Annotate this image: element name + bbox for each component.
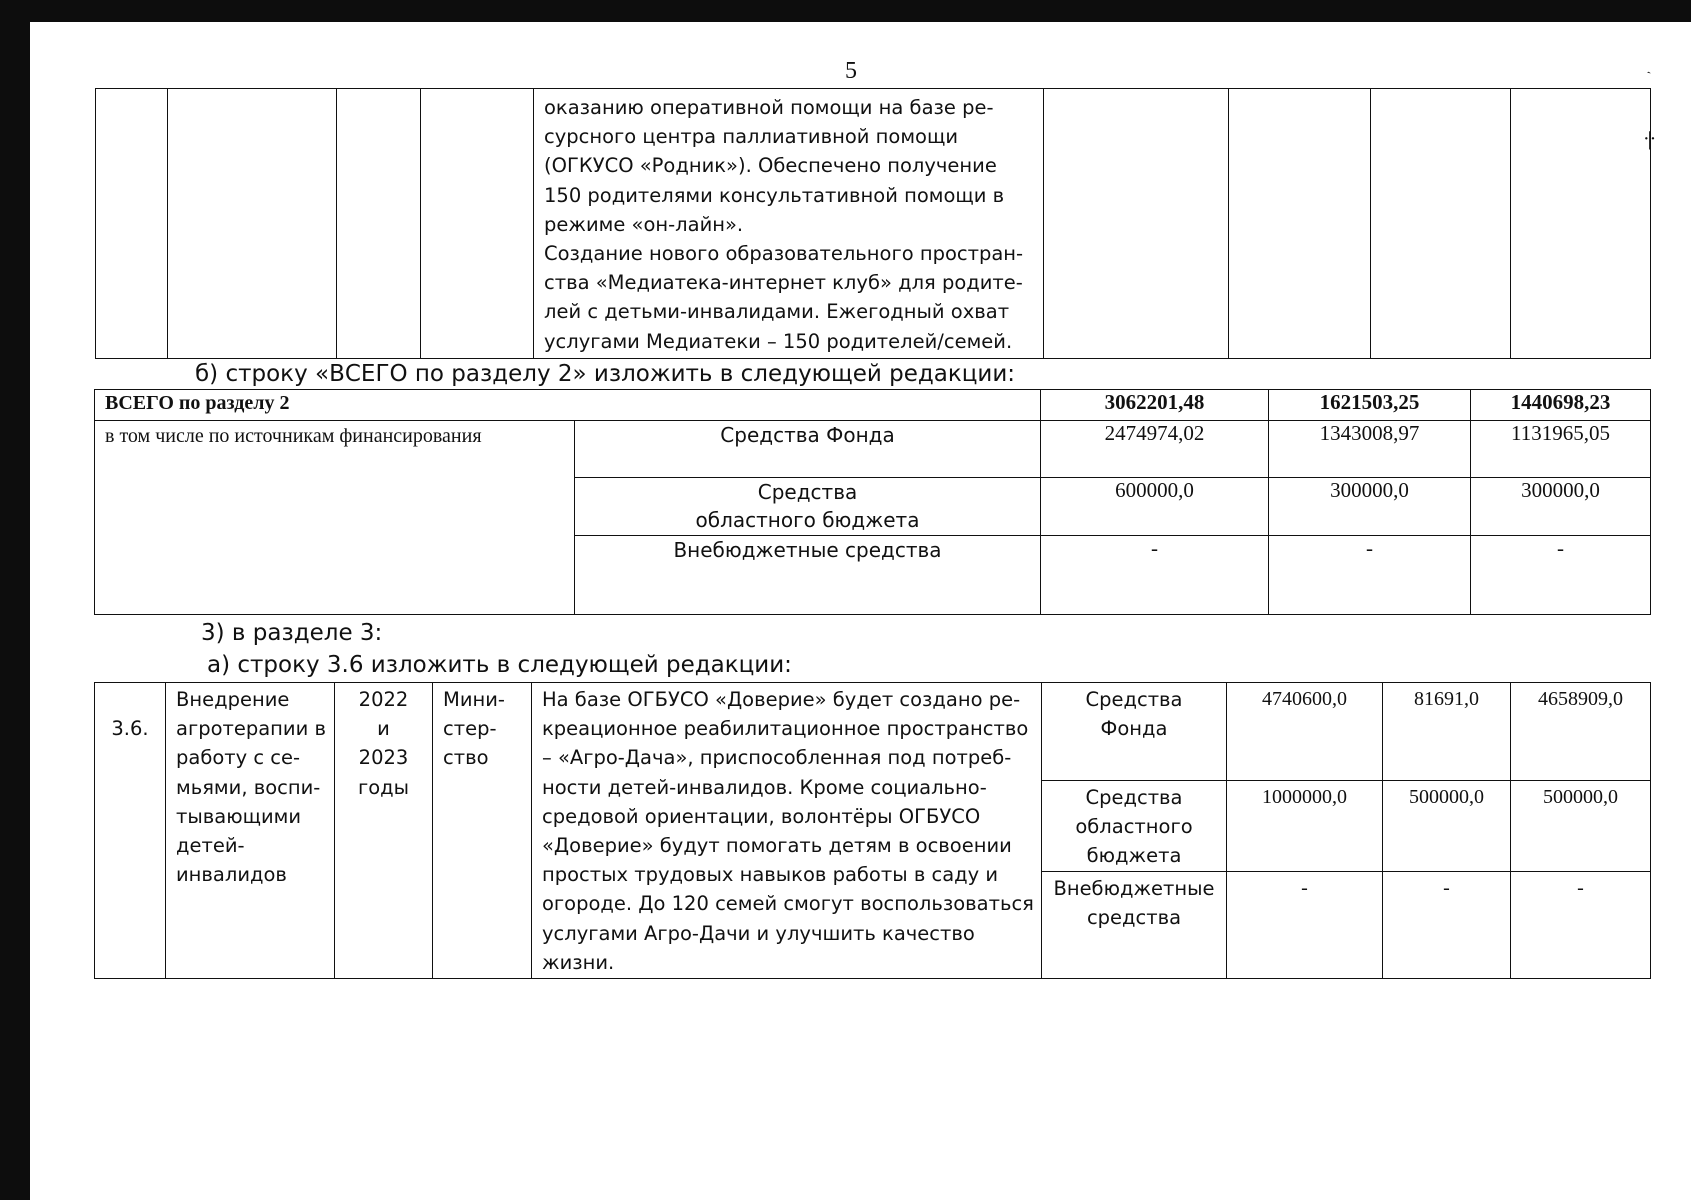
table-row [96, 89, 1651, 359]
text-line: 2023 [358, 746, 409, 770]
table-row [95, 390, 1651, 421]
total-value: 3062201,48 [1041, 390, 1269, 421]
text-line: – «Агро-Дача», приспособленная под потреб- [542, 746, 1012, 770]
text-line: оказанию оперативной помощи на базе ре- [544, 96, 994, 119]
caption-b: б) строку «ВСЕГО по разделу 2» изложить в следующей редакции: [195, 361, 1016, 387]
caption-a: а) строку 3.6 изложить в следующей редакции: [207, 652, 792, 678]
funding-value: - [1511, 871, 1651, 978]
table-cell [96, 89, 168, 359]
text-line: услугами Агро-Дачи и улучшить качество [542, 921, 975, 945]
period [335, 683, 433, 979]
funding-source [1042, 871, 1227, 978]
funding-source [1042, 683, 1227, 781]
text-line: креационное реабилитационное пространство [542, 717, 1029, 741]
text-line: Внедрение [176, 688, 290, 711]
text-line: Средства [757, 480, 858, 504]
text-line: и [377, 717, 390, 741]
text-line: областного [1075, 815, 1193, 839]
caption-section3: 3) в разделе 3: [201, 620, 383, 646]
table-cell [1371, 89, 1511, 359]
text-line: детей- [176, 834, 245, 858]
text-line: ства «Медиатека-интернет клуб» для родите- [544, 271, 1023, 295]
margin-mark: ˏ [1642, 59, 1652, 76]
source-value: - [1041, 536, 1269, 615]
page-number: 5 [845, 58, 857, 84]
text-line: огороде. До 120 семей смогут воспользоваться [542, 892, 1034, 916]
source-value: 1131965,05 [1471, 421, 1651, 478]
executor [433, 683, 532, 979]
text-line: годы [357, 775, 410, 799]
table-row-3-6 [94, 682, 1651, 979]
row-number: 3.6. [95, 683, 166, 979]
text-line: 150 родителями консультативной помощи в [544, 183, 1005, 207]
table-row [95, 683, 1651, 781]
source-value: 1343008,97 [1269, 421, 1471, 478]
text-line: Средства [1085, 786, 1183, 809]
funding-value: - [1383, 871, 1511, 978]
text-line: ности детей-инвалидов. Кроме социально- [542, 775, 987, 799]
source-value: - [1269, 536, 1471, 615]
text-line: «Доверие» будут помогать детям в освоении [542, 834, 1012, 858]
table-cell [1229, 89, 1371, 359]
text-line: Создание нового образовательного простран- [544, 242, 1024, 266]
text-line: Фонда [1100, 717, 1168, 741]
text-line: (ОГКУСО «Родник»). Обеспечено получение [544, 154, 997, 178]
total-value: 1621503,25 [1269, 390, 1471, 421]
source-value: 600000,0 [1041, 478, 1269, 536]
text-line: режиме «он-лайн». [544, 212, 744, 236]
text-line: работу с се- [176, 746, 301, 770]
description-cell [532, 683, 1042, 979]
text-line: ство [443, 746, 489, 770]
description-cell [534, 89, 1044, 359]
source-name: Средства Фонда [575, 421, 1041, 478]
table-cell [1511, 89, 1651, 359]
text-line: стер- [443, 717, 497, 741]
table-cell [421, 89, 534, 359]
funding-value: - [1227, 871, 1383, 978]
total-value: 1440698,23 [1471, 390, 1651, 421]
funding-value: 4658909,0 [1511, 683, 1651, 781]
text-line: 2022 [358, 688, 409, 711]
text-line: Мини- [443, 688, 505, 711]
funding-source [1042, 781, 1227, 872]
text-line: бюджета [1086, 844, 1182, 868]
text-line: агротерапии в [176, 717, 326, 741]
table-cell [1044, 89, 1229, 359]
funding-value: 1000000,0 [1227, 781, 1383, 872]
text-line: На базе ОГБУСО «Доверие» будет создано ре- [542, 688, 1021, 711]
source-value: - [1471, 536, 1651, 615]
funding-value: 4740600,0 [1227, 683, 1383, 781]
funding-value: 500000,0 [1511, 781, 1651, 872]
scan-border-left [0, 0, 30, 1200]
sources-label: в том числе по источникам финансирования [95, 421, 575, 615]
text-line: средства [1086, 905, 1182, 929]
funding-value: 500000,0 [1383, 781, 1511, 872]
total-title: ВСЕГО по разделу 2 [95, 390, 1041, 421]
text-line: областного бюджета [695, 508, 920, 532]
text-line: Средства [1085, 688, 1183, 711]
scan-border-top [0, 0, 1691, 22]
funding-value: 81691,0 [1383, 683, 1511, 781]
measure-name [166, 683, 335, 979]
text-line: сурсного центра паллиативной помощи [544, 125, 959, 149]
source-value: 2474974,02 [1041, 421, 1269, 478]
text-line: Внебюджетные [1053, 876, 1215, 900]
table-row [95, 421, 1651, 478]
text-line: простых трудовых навыков работы в саду и [542, 863, 999, 887]
text-line: услугами Медиатеки – 150 родителей/семей. [544, 329, 1013, 353]
table-section2-total [94, 389, 1651, 615]
margin-mark: ·|· [1643, 128, 1655, 150]
text-line: мьями, воспи- [176, 775, 321, 799]
source-value: 300000,0 [1471, 478, 1651, 536]
source-name: Внебюджетные средства [575, 536, 1041, 615]
text-line: тывающими [176, 804, 302, 828]
table-cell [168, 89, 337, 359]
source-value: 300000,0 [1269, 478, 1471, 536]
table-continuation [95, 88, 1651, 359]
text-line: жизни. [542, 950, 615, 974]
table-cell [337, 89, 421, 359]
text-line: инвалидов [176, 863, 287, 887]
text-line: средовой ориентации, волонтёры ОГБУСО [542, 804, 981, 828]
source-name [575, 478, 1041, 536]
text-line: лей с детьми-инвалидами. Ежегодный охват [544, 300, 1010, 324]
